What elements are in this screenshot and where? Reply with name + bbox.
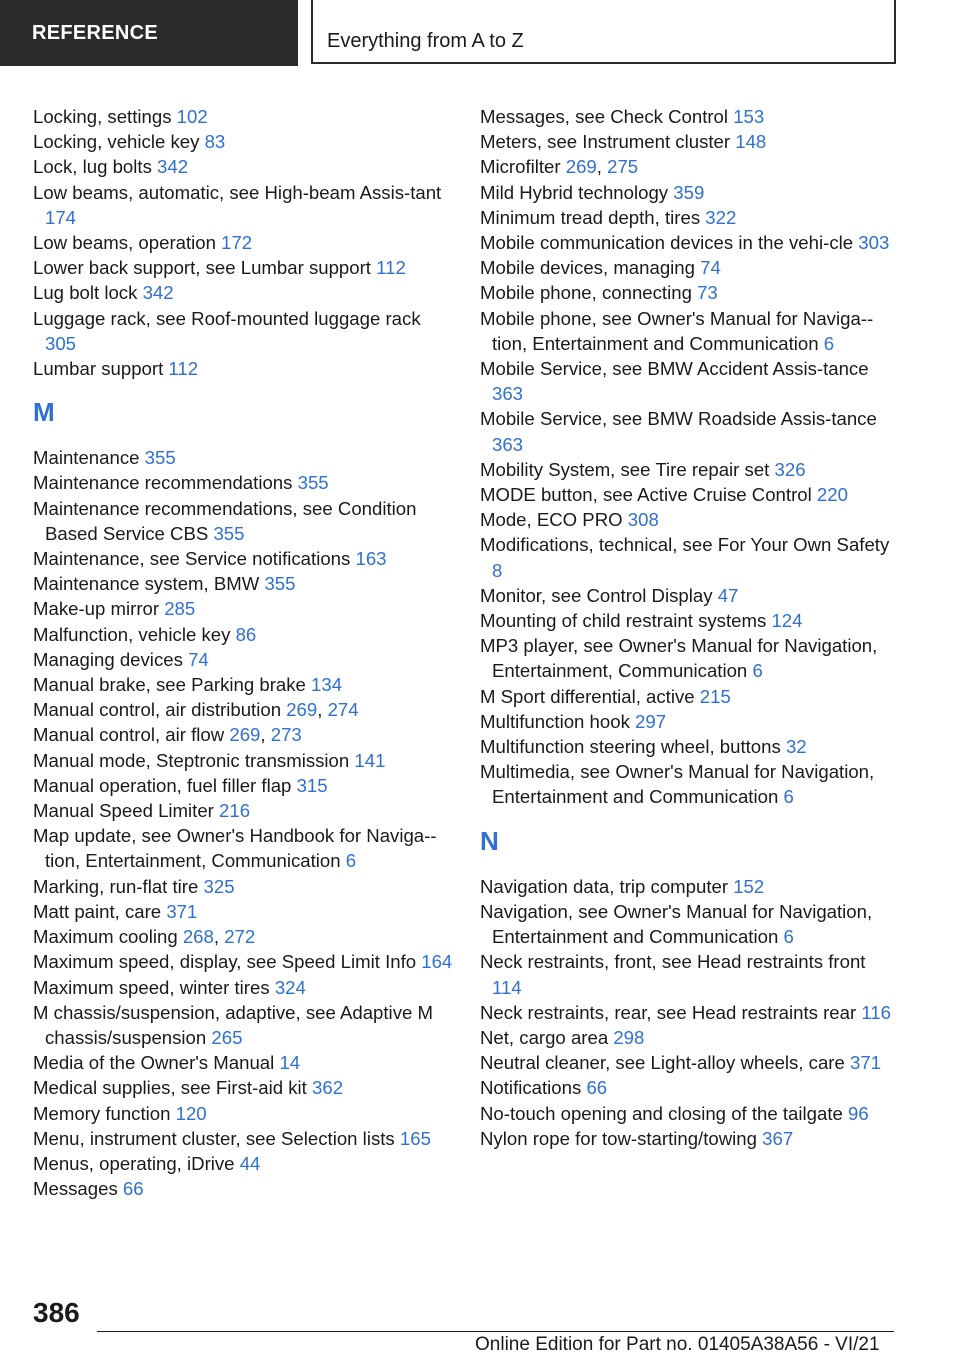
page-reference-link[interactable]: 174 bbox=[45, 206, 77, 228]
index-entry bbox=[480, 759, 900, 809]
index-entry bbox=[480, 608, 900, 633]
index-entry-text: MODE button, see Active Cruise Control bbox=[480, 484, 812, 506]
index-entry bbox=[480, 306, 900, 356]
index-entry bbox=[480, 899, 900, 949]
index-entry bbox=[480, 532, 900, 582]
index-entry-text: Low beams, operation bbox=[33, 232, 216, 254]
index-entry bbox=[480, 583, 900, 608]
index-entry bbox=[480, 180, 900, 205]
index-entry bbox=[33, 975, 453, 1000]
index-entry-text: Low beams, automatic, see High-beam Assis-tant bbox=[33, 181, 442, 203]
index-entry-text: Locking, vehicle key bbox=[33, 131, 200, 153]
page-reference-link[interactable]: 326 bbox=[774, 458, 806, 480]
index-entry-text: M chassis/suspension, adaptive, see Adaptive M chassis/suspension bbox=[33, 1001, 433, 1048]
index-entry-text: Luggage rack, see Roof-mounted luggage rack bbox=[33, 307, 421, 329]
page-reference-link[interactable]: 47 bbox=[717, 584, 739, 606]
page-reference-link[interactable]: 74 bbox=[700, 257, 721, 279]
index-entry bbox=[480, 709, 900, 734]
page-reference-link[interactable]: 342 bbox=[157, 156, 189, 178]
page-reference-link[interactable]: 322 bbox=[705, 206, 737, 228]
index-entry-text: Medical supplies, see First-aid kit bbox=[33, 1077, 307, 1099]
page-reference-link[interactable]: 269 bbox=[229, 724, 261, 746]
index-column-right bbox=[480, 104, 900, 1151]
index-entry bbox=[480, 457, 900, 482]
index-entry bbox=[480, 507, 900, 532]
page-reference-link[interactable]: 134 bbox=[311, 674, 343, 696]
index-entry-text: Managing devices bbox=[33, 648, 183, 670]
page-reference-link[interactable]: 86 bbox=[235, 623, 257, 645]
index-entry-text: Manual brake, see Parking brake bbox=[33, 674, 306, 696]
index-entry bbox=[480, 734, 900, 759]
index-entry bbox=[33, 546, 453, 571]
page-reference-link[interactable]: 355 bbox=[213, 522, 245, 544]
index-entry bbox=[33, 1000, 453, 1050]
index-entry bbox=[33, 306, 453, 356]
index-entry bbox=[480, 406, 900, 456]
index-entry bbox=[480, 684, 900, 709]
page-reference-link[interactable]: 308 bbox=[627, 509, 659, 531]
page-reference-link[interactable]: 325 bbox=[203, 875, 235, 897]
index-entry bbox=[33, 823, 453, 873]
index-entry-text: Mobile Service, see BMW Roadside Assis-tance bbox=[480, 408, 877, 430]
index-entry-text: Mode, ECO PRO bbox=[480, 509, 623, 531]
page-reference-link[interactable]: 163 bbox=[355, 548, 387, 570]
index-entry-text: Modifications, technical, see For Your Own Safety bbox=[480, 534, 890, 556]
index-entry-text: Lug bolt lock bbox=[33, 282, 138, 304]
page-reference-link[interactable]: 355 bbox=[264, 573, 296, 595]
page-reference-link[interactable]: 363 bbox=[492, 383, 524, 405]
index-entry-text: No-touch opening and closing of the tailgate bbox=[480, 1102, 843, 1124]
index-entry-text: Messages bbox=[33, 1178, 118, 1200]
index-entry-text: Multifunction hook bbox=[480, 710, 630, 732]
index-entry bbox=[480, 633, 900, 683]
index-entry-text: Map update, see Owner's Handbook for Naviga-tion, Entertainment, Communication bbox=[33, 825, 437, 872]
page-reference-link[interactable]: 32 bbox=[785, 736, 807, 758]
page-reference-link[interactable]: 371 bbox=[166, 900, 198, 922]
section-tab: REFERENCE bbox=[0, 0, 298, 66]
index-entry bbox=[33, 255, 453, 280]
page-reference-link[interactable]: 165 bbox=[399, 1127, 431, 1149]
index-letter-heading: N bbox=[480, 825, 499, 856]
page-reference-link[interactable]: 265 bbox=[211, 1026, 243, 1048]
index-entry-text: Manual Speed Limiter bbox=[33, 800, 214, 822]
index-entry bbox=[33, 748, 453, 773]
page-reference-link[interactable]: 83 bbox=[204, 131, 226, 153]
index-entry-text: Maintenance bbox=[33, 447, 140, 469]
page-reference-link[interactable]: 273 bbox=[270, 724, 302, 746]
index-entry-text: Notifications bbox=[480, 1077, 582, 1099]
index-entry bbox=[33, 874, 453, 899]
page-reference-link[interactable]: 355 bbox=[144, 447, 176, 469]
index-entry bbox=[33, 180, 453, 230]
index-entry bbox=[480, 280, 900, 305]
page-reference-link[interactable]: 285 bbox=[164, 598, 196, 620]
index-entry-text: M Sport differential, active bbox=[480, 685, 695, 707]
index-entry-text: Neutral cleaner, see Light-alloy wheels, care bbox=[480, 1052, 845, 1074]
index-entry-text: Make-up mirror bbox=[33, 598, 160, 620]
index-entry-text: Marking, run-flat tire bbox=[33, 875, 199, 897]
index-entry-text: Maintenance recommendations, see Condition Based Service CBS bbox=[33, 497, 417, 544]
page-reference-link[interactable]: 116 bbox=[861, 1001, 891, 1023]
page-reference-link[interactable]: 268 bbox=[182, 926, 214, 948]
page-reference-link[interactable]: 141 bbox=[354, 749, 386, 771]
index-entry-text: Mobile Service, see BMW Accident Assis-tance bbox=[480, 358, 869, 380]
page-reference-link[interactable]: 303 bbox=[858, 232, 890, 254]
index-entry-text: Malfunction, vehicle key bbox=[33, 623, 231, 645]
page-reference-link[interactable]: 355 bbox=[297, 472, 329, 494]
index-entry bbox=[33, 230, 453, 255]
page-reference-link[interactable]: 362 bbox=[312, 1077, 344, 1099]
index-entry-text: Maintenance, see Service notifications bbox=[33, 548, 351, 570]
index-entry-text: Neck restraints, rear, see Head restraints rear bbox=[480, 1001, 857, 1023]
index-entry-text: Manual control, air distribution bbox=[33, 699, 282, 721]
index-entry-text: Manual mode, Steptronic transmission bbox=[33, 749, 350, 771]
page-reference-link[interactable]: 324 bbox=[274, 976, 306, 998]
index-entry-text: Media of the Owner's Manual bbox=[33, 1052, 275, 1074]
index-entry bbox=[480, 129, 900, 154]
index-entry-text: Neck restraints, front, see Head restraints front bbox=[480, 951, 866, 973]
page-reference-link[interactable]: 6 bbox=[752, 660, 763, 682]
index-entry bbox=[480, 1050, 900, 1075]
page-reference-link[interactable]: 96 bbox=[848, 1102, 869, 1124]
index-entry-text: Mobile phone, connecting bbox=[480, 282, 692, 304]
page-reference-link[interactable]: 215 bbox=[699, 685, 731, 707]
index-entry-text: Mild Hybrid technology bbox=[480, 181, 669, 203]
page-reference-link[interactable]: 164 bbox=[421, 951, 453, 973]
page-reference-link[interactable]: 112 bbox=[376, 257, 406, 279]
index-entry: Manual control, air flow 269, 273 bbox=[33, 724, 302, 746]
index-entry-text: Mounting of child restraint systems bbox=[480, 610, 767, 632]
page-reference-link[interactable]: 298 bbox=[613, 1026, 645, 1048]
page-reference-link[interactable]: 359 bbox=[673, 181, 705, 203]
index-entry-text: Messages, see Check Control bbox=[480, 106, 729, 127]
index-entry bbox=[480, 949, 900, 999]
index-entry-text: Nylon rope for tow-starting/towing bbox=[480, 1127, 757, 1149]
index-entry bbox=[33, 445, 453, 470]
index-entry bbox=[33, 1075, 453, 1100]
index-entry: Maximum cooling 268, 272 bbox=[33, 926, 256, 948]
index-entry-text: Menu, instrument cluster, see Selection lists bbox=[33, 1127, 395, 1149]
index-entry-text: Meters, see Instrument cluster bbox=[480, 131, 731, 153]
index-entry bbox=[480, 1025, 900, 1050]
index-entry bbox=[33, 154, 453, 179]
footer-divider bbox=[97, 1331, 894, 1332]
index-entry-text: Microfilter bbox=[480, 156, 561, 178]
page-reference-link[interactable]: 6 bbox=[345, 850, 357, 872]
index-entry bbox=[480, 482, 900, 507]
page-reference-link[interactable]: 6 bbox=[783, 786, 794, 808]
index-entry bbox=[480, 205, 900, 230]
index-letter-heading: M bbox=[33, 397, 55, 428]
index-entry-text: Locking, settings bbox=[33, 106, 172, 127]
index-entry bbox=[33, 356, 453, 381]
index-entry-text: Matt paint, care bbox=[33, 900, 162, 922]
index-entry-text: Multimedia, see Owner's Manual for Navigation, Entertainment and Communication bbox=[480, 761, 875, 808]
page-reference-link[interactable]: 269 bbox=[286, 699, 318, 721]
index-entry-text: Navigation, see Owner's Manual for Navigation, Entertainment and Communication bbox=[480, 900, 873, 948]
page-reference-link[interactable]: 73 bbox=[697, 282, 718, 304]
page-reference-link[interactable]: 14 bbox=[279, 1052, 301, 1074]
page-reference-link[interactable]: 297 bbox=[635, 710, 667, 732]
index-entry bbox=[480, 1101, 900, 1126]
page-header bbox=[0, 0, 960, 66]
index-entry bbox=[33, 571, 453, 596]
index-entry bbox=[33, 1050, 453, 1075]
index-entry bbox=[480, 1000, 900, 1025]
page-reference-link[interactable]: 120 bbox=[175, 1102, 207, 1124]
index-entry-text: Multifunction steering wheel, buttons bbox=[480, 736, 781, 758]
index-entry bbox=[33, 622, 453, 647]
index-entry-text: Navigation data, trip computer bbox=[480, 875, 729, 897]
index-entry bbox=[33, 773, 453, 798]
index-entry-text: Menus, operating, iDrive bbox=[33, 1152, 235, 1174]
index-entry: Microfilter 269, 275 bbox=[480, 156, 639, 178]
index-entry-text: Lock, lug bolts bbox=[33, 156, 152, 178]
page-reference-link[interactable]: 367 bbox=[762, 1127, 794, 1149]
index-entry-text: Maintenance system, BMW bbox=[33, 573, 260, 595]
page-reference-link[interactable]: 66 bbox=[122, 1178, 144, 1200]
page-reference-link[interactable]: 124 bbox=[771, 610, 803, 632]
index-column-left bbox=[33, 104, 453, 1201]
index-entry-text: Manual operation, fuel filler flap bbox=[33, 774, 292, 796]
page-number: 386 bbox=[33, 1297, 80, 1328]
index-entry-text: Mobile devices, managing bbox=[480, 257, 695, 279]
index-entry bbox=[480, 230, 900, 255]
index-entry-text: Maximum speed, winter tires bbox=[33, 976, 270, 998]
index-entry bbox=[33, 647, 453, 672]
index-entry-text: Mobile phone, see Owner's Manual for Naviga-tion, Entertainment and Communication bbox=[480, 307, 874, 354]
index-entry bbox=[33, 1101, 453, 1126]
index-entry-text: Maximum speed, display, see Speed Limit Info bbox=[33, 951, 417, 973]
index-entry bbox=[33, 899, 453, 924]
index-entry-text: MP3 player, see Owner's Manual for Navigation, Entertainment, Communication bbox=[480, 635, 878, 682]
page-reference-link[interactable]: 114 bbox=[492, 976, 522, 998]
page-reference-link[interactable]: 102 bbox=[176, 106, 208, 127]
page-reference-link[interactable]: 371 bbox=[850, 1052, 882, 1074]
edition-note: Online Edition for Part no. 01405A38A56 - VI/21 bbox=[475, 1334, 880, 1355]
page-reference-link[interactable]: 152 bbox=[733, 875, 765, 897]
page-reference-link[interactable]: 269 bbox=[565, 156, 597, 178]
index-entry: Manual control, air distribution 269, 274 bbox=[33, 699, 359, 721]
index-entry bbox=[33, 596, 453, 621]
index-entry-text: Maximum cooling bbox=[33, 926, 178, 948]
index-entry-text: Memory function bbox=[33, 1102, 171, 1124]
page-reference-link[interactable]: 274 bbox=[327, 699, 359, 721]
index-entry-text: Net, cargo area bbox=[480, 1026, 609, 1048]
index-entry bbox=[33, 672, 453, 697]
page-reference-link[interactable]: 275 bbox=[607, 156, 639, 178]
page-reference-link[interactable]: 74 bbox=[188, 648, 209, 670]
index-entry-text: Minimum tread depth, tires bbox=[480, 206, 701, 228]
index-entry bbox=[33, 1126, 453, 1151]
index-entry bbox=[480, 1075, 900, 1100]
index-entry bbox=[33, 1151, 453, 1176]
page-reference-link[interactable]: 8 bbox=[492, 559, 503, 581]
page-reference-link[interactable]: 6 bbox=[823, 332, 835, 354]
page-reference-link[interactable]: 315 bbox=[296, 774, 328, 796]
index-entry bbox=[480, 1126, 900, 1151]
index-entry bbox=[33, 798, 453, 823]
page-reference-link[interactable]: 305 bbox=[45, 332, 77, 354]
index-entry-text: Manual control, air flow bbox=[33, 724, 225, 746]
page-reference-link[interactable]: 363 bbox=[492, 433, 524, 455]
index-entry bbox=[33, 470, 453, 495]
index-entry bbox=[33, 949, 453, 974]
page-reference-link[interactable]: 6 bbox=[783, 926, 794, 948]
index-entry-text: Monitor, see Control Display bbox=[480, 584, 713, 606]
chapter-title: Everything from A to Z bbox=[311, 0, 896, 64]
index-entry bbox=[480, 874, 900, 899]
page-reference-link[interactable]: 272 bbox=[224, 926, 256, 948]
index-entry bbox=[480, 255, 900, 280]
index-entry-text: Maintenance recommendations bbox=[33, 472, 293, 494]
index-entry bbox=[33, 104, 453, 129]
index-entry bbox=[480, 104, 900, 129]
index-entry bbox=[33, 280, 453, 305]
page-reference-link[interactable]: 153 bbox=[733, 106, 765, 127]
index-entry bbox=[33, 496, 453, 546]
page-reference-link[interactable]: 44 bbox=[239, 1152, 261, 1174]
index-entry-text: Mobile communication devices in the vehi-cle bbox=[480, 232, 854, 254]
index-entry bbox=[33, 1176, 453, 1201]
page-reference-link[interactable]: 148 bbox=[735, 131, 767, 153]
page-reference-link[interactable]: 220 bbox=[816, 484, 848, 506]
page-reference-link[interactable]: 216 bbox=[219, 800, 251, 822]
index-entry bbox=[33, 129, 453, 154]
index-entry-text: Lumbar support bbox=[33, 358, 164, 380]
page-reference-link[interactable]: 342 bbox=[142, 282, 174, 304]
page-reference-link[interactable]: 66 bbox=[586, 1077, 608, 1099]
index-entry-text: Mobility System, see Tire repair set bbox=[480, 458, 770, 480]
page-reference-link[interactable]: 172 bbox=[221, 232, 253, 254]
index-entry-text: Lower back support, see Lumbar support bbox=[33, 257, 371, 279]
page-reference-link[interactable]: 112 bbox=[168, 358, 199, 380]
index-entry bbox=[480, 356, 900, 406]
